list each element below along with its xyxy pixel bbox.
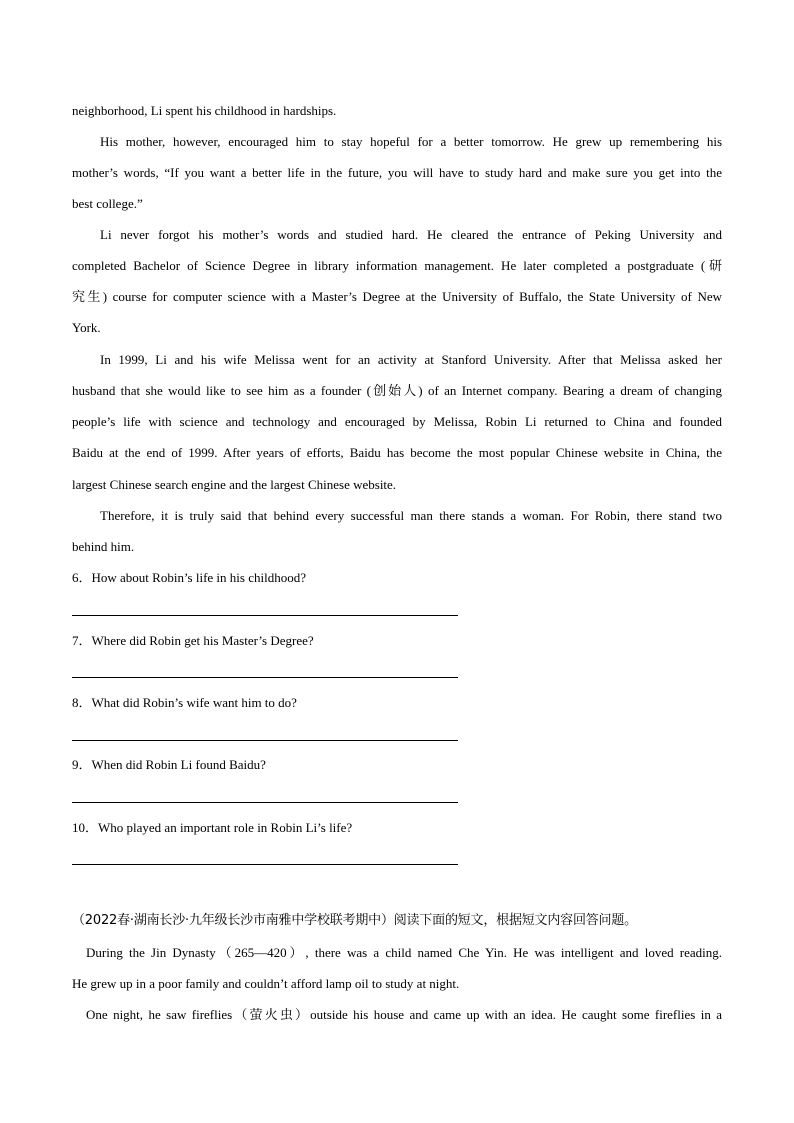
passage-line: Therefore, it is truly said that behind every successful man there stands a woman. For Robin, there stand two [100,508,722,523]
passage-line: husband that she would like to see him as a founder (创始人) of an Internet company. Bearing a dream of changing [72,383,722,398]
passage-line: behind him. [72,539,135,554]
passage-line: 究生) course for computer science with a Master’s Degree at the University of Buffalo, the State University of New [72,289,722,304]
question-7: 7．Where did Robin get his Master’s Degree? [72,633,314,648]
passage-line: His mother, however, encouraged him to stay hopeful for a better tomorrow. He grew up remembering his [100,134,722,149]
answer-line-10[interactable] [72,864,458,865]
passage-line: In 1999, Li and his wife Melissa went for an activity at Stanford University. After that Melissa asked her [100,352,722,367]
answer-line-9[interactable] [72,802,458,803]
passage-line: completed Bachelor of Science Degree in library information management. He later completed a postgraduate (研 [72,258,722,273]
passage-source-header: （2022春·湖南长沙·九年级长沙市南雅中学校联考期中）阅读下面的短文，根据短文内容回答问题。 [72,913,637,928]
passage-line: York. [72,320,101,335]
answer-line-6[interactable] [72,615,458,616]
passage-line: people’s life with science and technology and encouraged by Melissa, Robin Li returned to China and founded [72,414,722,429]
passage-line: During the Jin Dynasty（265—420）, there was a child named Che Yin. He was intelligent and loved reading. [86,945,722,960]
passage-line: Li never forgot his mother’s words and studied hard. He cleared the entrance of Peking University and [100,227,722,242]
question-10: 10．Who played an important role in Robin Li’s life? [72,820,353,835]
passage-line: neighborhood, Li spent his childhood in hardships. [72,103,337,118]
question-9: 9．When did Robin Li found Baidu? [72,757,266,772]
question-6: 6．How about Robin’s life in his childhood? [72,570,306,585]
passage-line: best college.” [72,196,143,211]
passage-line: largest Chinese search engine and the largest Chinese website. [72,477,397,492]
passage-line: mother’s words, “If you want a better life in the future, you will have to study hard and make sure you get into the [72,165,722,180]
question-8: 8．What did Robin’s wife want him to do? [72,695,297,710]
answer-line-7[interactable] [72,677,458,678]
passage-line: Baidu at the end of 1999. After years of efforts, Baidu has become the most popular Chinese website in China, the [72,445,722,460]
passage-line: One night, he saw fireflies（萤火虫）outside his house and came up with an idea. He caught some fireflies in a [86,1007,722,1022]
answer-line-8[interactable] [72,740,458,741]
passage-line: He grew up in a poor family and couldn’t afford lamp oil to study at night. [72,976,460,991]
